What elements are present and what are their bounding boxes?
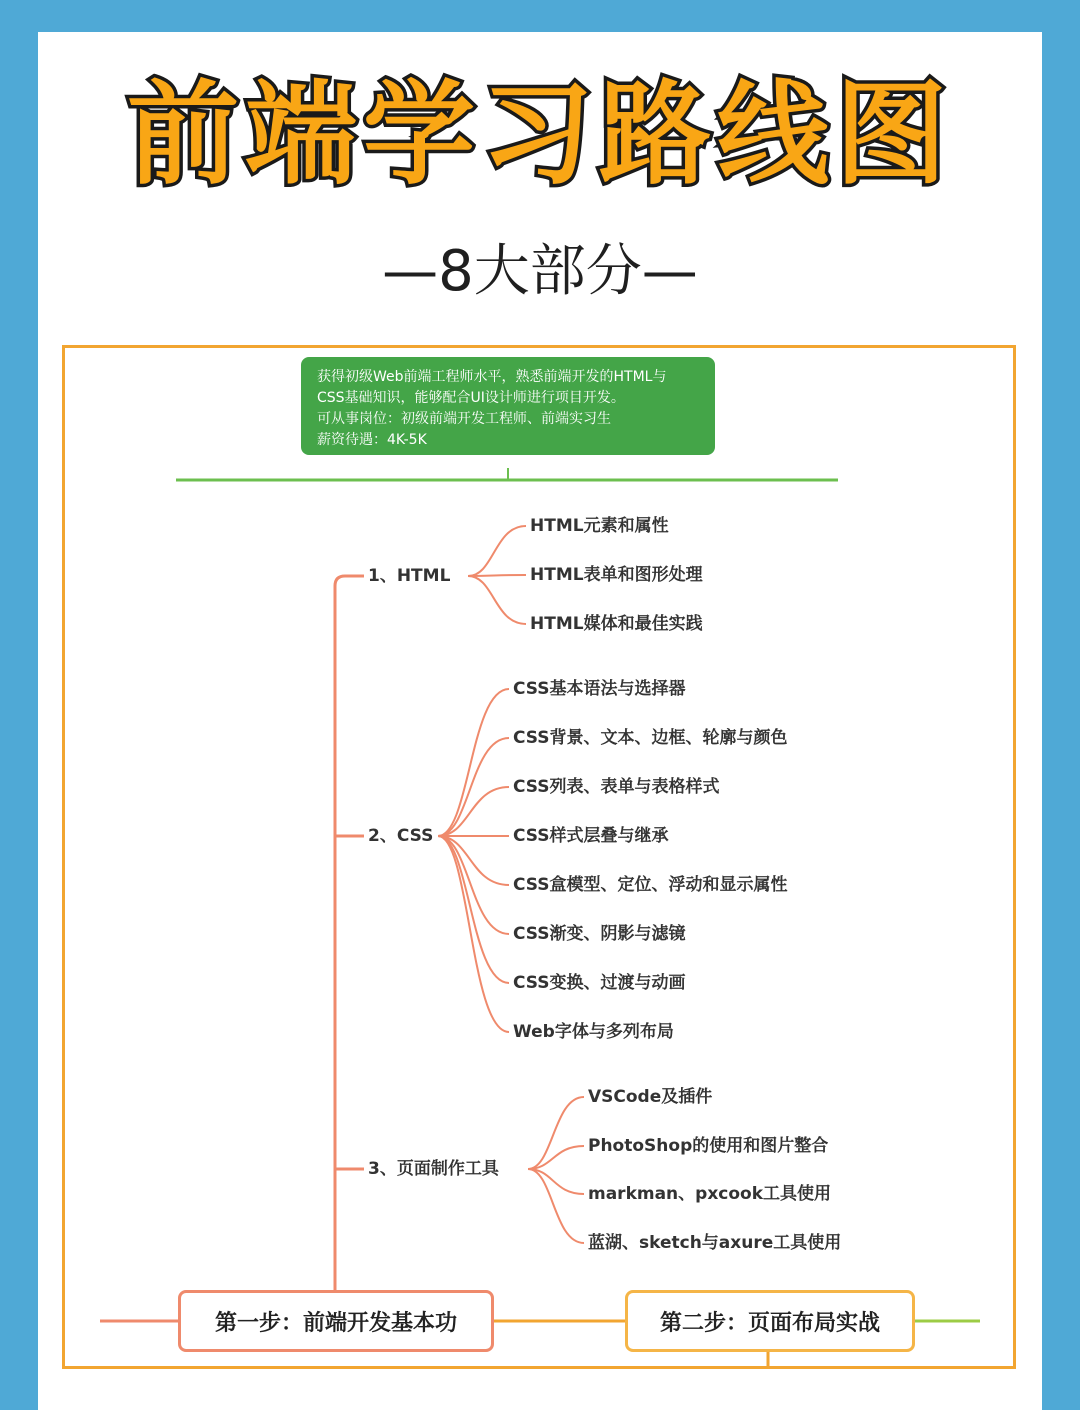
goal-box bbox=[301, 357, 715, 455]
branch-html[interactable]: 1、HTML bbox=[364, 565, 454, 587]
node-css-cascade[interactable]: CSS样式层叠与继承 bbox=[513, 826, 669, 846]
trunk-line bbox=[335, 576, 365, 1290]
page-subtitle: —8大部分— bbox=[382, 239, 698, 304]
node-css-background[interactable]: CSS背景、文本、边框、轮廓与颜色 bbox=[513, 728, 788, 748]
fan-connector-1-0 bbox=[438, 689, 509, 836]
fan-connector-0-2 bbox=[468, 576, 526, 624]
fan-connector-2-0 bbox=[528, 1097, 584, 1169]
node-tool-markman[interactable]: markman、pxcook工具使用 bbox=[588, 1184, 832, 1204]
node-html-media[interactable]: HTML媒体和最佳实践 bbox=[530, 614, 703, 634]
fan-connector-1-6 bbox=[438, 836, 509, 983]
goal-line: 可从事岗位：初级前端开发工程师、前端实习生 bbox=[317, 411, 611, 427]
goal-line: CSS基础知识，能够配合UI设计师进行项目开发。 bbox=[317, 390, 625, 406]
node-html-elements[interactable]: HTML元素和属性 bbox=[530, 516, 669, 536]
branch-css[interactable]: 2、CSS bbox=[364, 825, 437, 847]
node-tool-vscode[interactable]: VSCode及插件 bbox=[588, 1087, 713, 1107]
goal-line: 获得初级Web前端工程师水平，熟悉前端开发的HTML与 bbox=[317, 369, 667, 385]
node-css-transforms[interactable]: CSS变换、过渡与动画 bbox=[513, 973, 686, 993]
node-tool-lanhu[interactable]: 蓝湖、sketch与axure工具使用 bbox=[588, 1233, 842, 1253]
goal-line: 薪资待遇：4K-5K bbox=[317, 432, 427, 448]
page-title: 前端学习路线图 bbox=[127, 70, 953, 200]
node-tool-photoshop[interactable]: PhotoShop的使用和图片整合 bbox=[588, 1136, 829, 1156]
node-html-forms[interactable]: HTML表单和图形处理 bbox=[530, 565, 703, 585]
step1-box[interactable]: 第一步：前端开发基本功 bbox=[178, 1290, 494, 1352]
node-css-boxmodel[interactable]: CSS盒模型、定位、浮动和显示属性 bbox=[513, 875, 788, 895]
node-css-lists[interactable]: CSS列表、表单与表格样式 bbox=[513, 777, 720, 797]
fan-connector-2-3 bbox=[528, 1169, 584, 1243]
node-css-gradients[interactable]: CSS渐变、阴影与滤镜 bbox=[513, 924, 686, 944]
fan-connector-0-0 bbox=[468, 526, 526, 576]
branch-tools[interactable]: 3、页面制作工具 bbox=[364, 1158, 503, 1180]
node-css-syntax[interactable]: CSS基本语法与选择器 bbox=[513, 679, 686, 699]
node-css-webfonts[interactable]: Web字体与多列布局 bbox=[513, 1022, 674, 1042]
fan-connector-0-1 bbox=[468, 575, 526, 576]
step2-box[interactable]: 第二步：页面布局实战 bbox=[625, 1290, 915, 1352]
